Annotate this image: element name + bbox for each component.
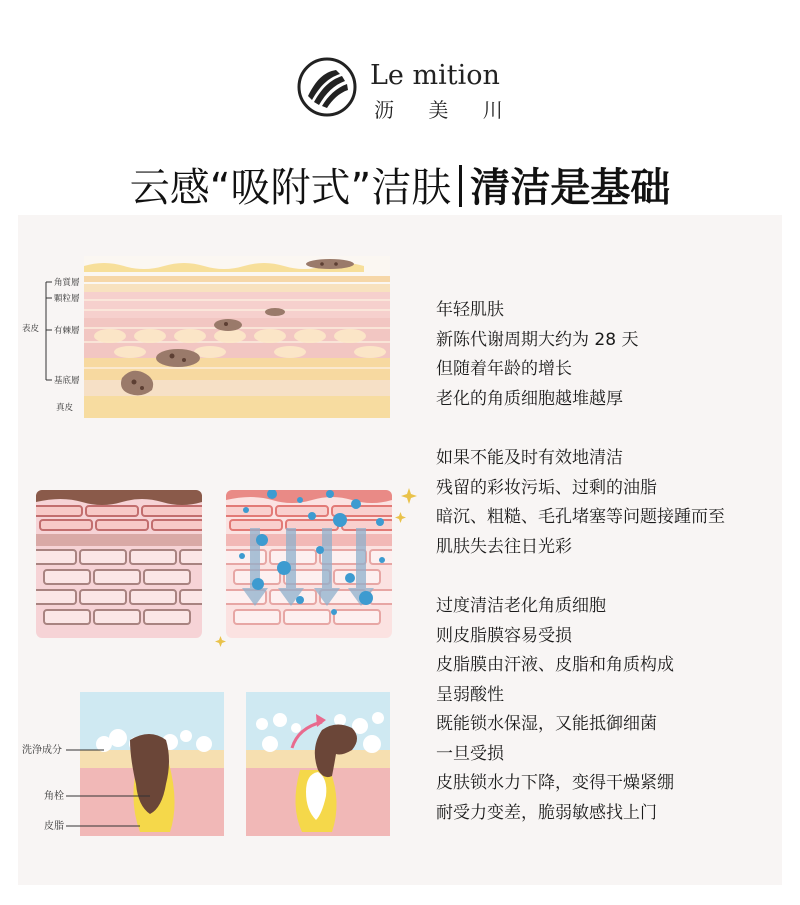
text-line: 则皮脂膜容易受损 <box>436 625 572 646</box>
text-line: 皮脂膜由汗液、皮脂和角质构成 <box>436 655 674 675</box>
text-line: 皮肤锁水力下降，变得干燥紧绷 <box>436 773 674 793</box>
skin-layer-labels <box>46 282 52 380</box>
label-basal: 基底層 <box>54 376 80 386</box>
paragraph-3 <box>436 592 786 828</box>
brand-name-en: Le mition <box>370 60 500 91</box>
text-line: 肌肤失去往日光彩 <box>436 536 572 557</box>
label-cleanser: 洗浄成分 <box>22 745 62 756</box>
text-line: 新陈代谢周期大约为 28 天 <box>436 329 639 350</box>
label-epidermis: 表皮 <box>22 324 40 334</box>
label-stratum-corneum: 角質層 <box>54 278 80 288</box>
headline-part2: 清洁是基础 <box>470 165 671 211</box>
dirty-skin-illustration <box>30 490 210 638</box>
label-dermis: 真皮 <box>56 403 74 413</box>
label-granular: 顆粒層 <box>54 294 80 304</box>
label-plug: 角栓 <box>44 791 64 802</box>
text-line: 耐受力变差，脆弱敏感找上门 <box>436 802 657 823</box>
cleansing-skin-illustration <box>220 489 400 638</box>
text-line: 老化的角质细胞越堆越厚 <box>436 388 623 409</box>
text-column <box>436 296 786 858</box>
text-line: 年轻肌肤 <box>436 300 504 320</box>
label-spinous: 有棘層 <box>54 326 80 336</box>
text-line: 既能锁水保湿，又能抵御细菌 <box>436 714 657 734</box>
text-line: 残留的彩妆污垢、过剩的油脂 <box>436 477 657 498</box>
brand-name-cn: 沥 美 川 <box>374 98 517 122</box>
cleaned-pore-illustration <box>246 692 390 836</box>
text-line: 过度清洁老化角质细胞 <box>436 596 606 616</box>
headline-part1: 云感“吸附式”洁肤 <box>129 165 452 211</box>
text-line: 但随着年龄的增长 <box>436 359 572 379</box>
paragraph-2 <box>436 444 786 562</box>
text-line: 如果不能及时有效地清洁 <box>436 448 623 468</box>
text-line: 暗沉、粗糙、毛孔堵塞等问题接踵而至 <box>436 507 725 527</box>
text-line: 一旦受损 <box>436 743 504 764</box>
text-line: 呈弱酸性 <box>436 684 504 705</box>
paragraph-1 <box>436 296 786 414</box>
clogged-pore-illustration <box>80 692 224 836</box>
label-sebum: 皮脂 <box>44 821 64 832</box>
skin-layers-diagram <box>58 256 390 418</box>
